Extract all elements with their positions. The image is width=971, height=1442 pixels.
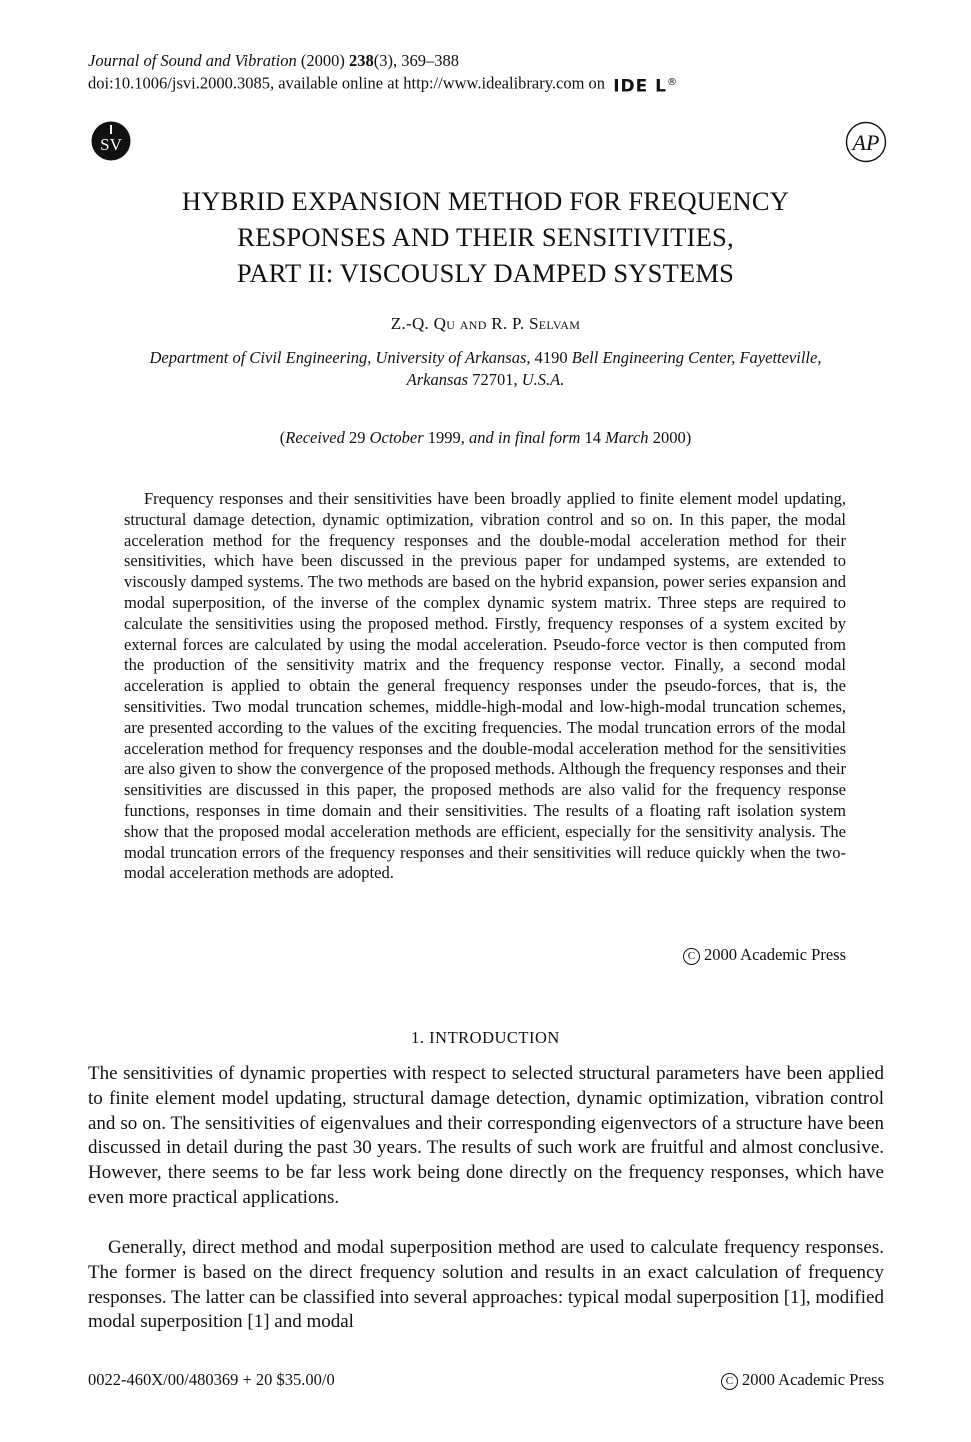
received-dates: (Received 29 October 1999, and in final form 14 March 2000) bbox=[279, 428, 692, 447]
journal-volume: 238 bbox=[348, 51, 374, 70]
author-line bbox=[88, 314, 883, 334]
affiliation-line-1: Department of Civil Engineering, University of Arkansas, 4190 Bell Engineering Center, Fayetteville, bbox=[149, 348, 822, 367]
journal-year: (2000) bbox=[300, 51, 345, 70]
svg-text:AP: AP bbox=[852, 130, 880, 155]
abstract-copyright: C 2000 Academic Press bbox=[600, 945, 846, 965]
sv-publisher-logo bbox=[91, 121, 131, 161]
journal-issue-pages: (3), 369–388 bbox=[373, 51, 459, 70]
abstract-text: Frequency responses and their sensitivities have been broadly applied to finite element model updating, structural damage detection, dynamic optimization, vibration control and so on. In this paper, the modal acceleration method for the frequency responses and the double-modal acceleration method for their sensitivities, which have been discussed in the previous paper for undamped systems, are extended to viscously damped systems. The two methods are based on the hybrid expansion, power series expansion and modal superposition, of the inverse of the complex dynamic system matrix. Three steps are required to calculate the sensitivities using the proposed method. Firstly, frequency responses of a system excited by external forces are calculated by using the modal acceleration. Pseudo-force vector is then computed from the production of the sensitivity matrix and the frequency response vector. Finally, a second modal acceleration is applied to obtain the general frequency responses under the pseudo-forces, that is, the sensitivities. Two modal truncation schemes, middle-high-modal and low-high-modal truncation schemes, are presented according to the values of the exciting frequencies. The modal truncation errors of the modal acceleration method for frequency responses and the double-modal acceleration method for the sensitivities are also given to show the convergence of the proposed methods. Although the frequency responses and their sensitivities are discussed in this paper, the proposed methods are also valid for the frequency response functions, responses in time domain and their sensitivities. The results of a floating raft isolation system show that the proposed modal acceleration methods are efficient, especially for the sensitivity analysis. The modal truncation errors of the frequency responses and their sensitivities will reduce quickly when the two-modal acceleration methods are adopted. bbox=[124, 489, 846, 883]
author-conjunction: and bbox=[459, 314, 487, 333]
section-heading: 1. INTRODUCTION bbox=[411, 1028, 560, 1047]
body-paragraph-1: The sensitivities of dynamic properties with respect to selected structural parameters have been applied to finite element model updating, structural damage detection, dynamic optimization, vibration control and so on. The sensitivities of eigenvalues and their corresponding eigenvectors of a structure have been discussed in detail during the past 30 years. The results of such work are fruitful and almost conclusive. However, there seems to be far less work being done directly on the frequency responses, which have even more practical applications. bbox=[88, 1063, 884, 1208]
citation-line bbox=[88, 50, 678, 72]
doi-text: doi:10.1006/jsvi.2000.3085, available online at http://www.idealibrary.com on bbox=[88, 73, 606, 93]
title-line-1: HYBRID EXPANSION METHOD FOR FREQUENCY bbox=[181, 186, 790, 216]
title-line-2: RESPONSES AND THEIR SENSITIVITIES, bbox=[237, 222, 734, 252]
copyright-icon: C bbox=[721, 1373, 738, 1390]
ideal-logo: IDE L® bbox=[613, 76, 678, 97]
doi-line bbox=[88, 72, 678, 98]
ap-publisher-logo bbox=[845, 121, 887, 163]
svg-text:SV: SV bbox=[100, 135, 122, 154]
affiliation bbox=[88, 347, 883, 391]
affiliation-line-2: Arkansas 72701, U.S.A. bbox=[406, 370, 565, 389]
copyright-icon: C bbox=[683, 948, 700, 965]
footer-copyright: C 2000 Academic Press bbox=[721, 1370, 884, 1390]
footer-issn-price: 0022-460X/00/480369 + 20 $35.00/0 bbox=[88, 1370, 335, 1389]
title-line-3: PART II: VISCOUSLY DAMPED SYSTEMS bbox=[236, 258, 735, 288]
journal-name: Journal of Sound and Vibration bbox=[88, 51, 297, 70]
journal-header bbox=[88, 50, 678, 98]
author-1: Z.-Q. Qu bbox=[390, 314, 456, 333]
paper-title bbox=[88, 183, 883, 291]
author-2: R. P. Selvam bbox=[491, 314, 581, 333]
body-paragraph-2: Generally, direct method and modal superposition method are used to calculate frequency responses. The former is based on the direct frequency solution and results in an exact calculation of frequency responses. The latter can be classified into several approaches: typical modal superposition [1], modified modal superposition [1] and modal bbox=[88, 1237, 884, 1333]
